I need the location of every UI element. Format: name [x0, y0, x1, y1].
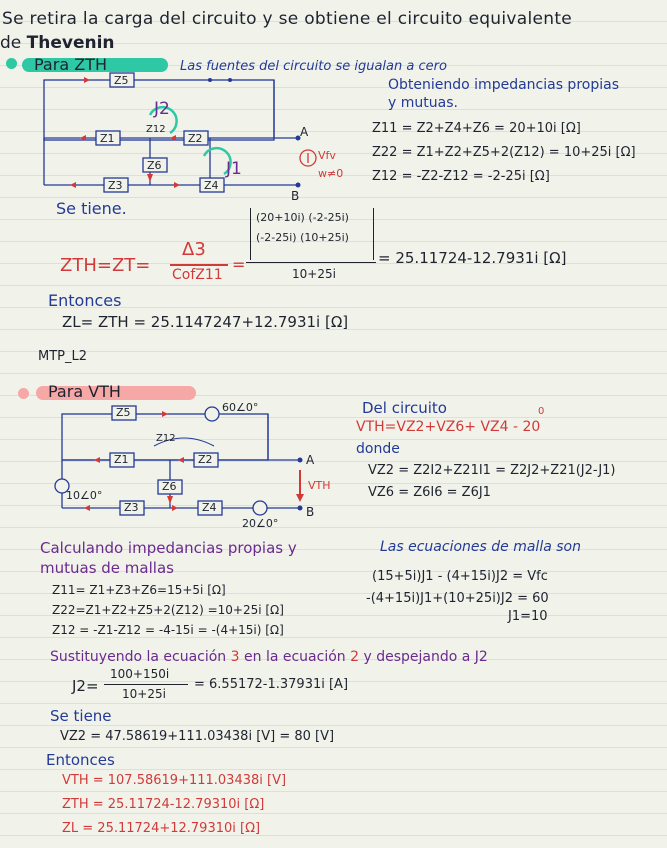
s2-calc-2: mutuas de mallas [40, 559, 174, 577]
c1-z6: Z6 [147, 159, 162, 172]
s2-vz2-eq: VZ2 = Z2I2+Z21I1 = Z2J2+Z21(J2-J1) [368, 463, 616, 478]
zth-result: = 25.11724-12.7931i [Ω] [378, 249, 567, 267]
c1-z2: Z2 [188, 132, 203, 145]
c2-z5: Z5 [116, 406, 131, 419]
j2-den: 10+25i [122, 687, 166, 701]
matrix-row1: (20+10i) (-2-25i) [256, 211, 349, 224]
s2-sust-2: en la ecuación [239, 649, 351, 665]
c1-b: B [291, 189, 300, 203]
zth-num: Δ3 [182, 239, 206, 260]
header-line1: Se retira la carga del circuito y se obtiene el circuito equivalente [2, 9, 573, 29]
s2-vz6-eq: VZ6 = Z6I6 = Z6J1 [368, 485, 491, 500]
c1-z3: Z3 [108, 179, 123, 192]
c2-src-bottom: 20∠0° [242, 517, 279, 530]
c1-j2: J2 [154, 99, 170, 119]
s2-mesh-title: Las ecuaciones de malla son [380, 539, 581, 555]
c2-z6: Z6 [162, 480, 177, 493]
j2-fraction-bar [104, 684, 188, 685]
s2-mesh3: J1=10 [508, 609, 548, 624]
c2-b: B [306, 505, 315, 519]
s2-vth-eq: VTH=VZ2+VZ6+ VZ4 - 20 [356, 419, 541, 435]
s2-sust-1: Sustituyendo la ecuación [50, 649, 231, 665]
s2-calc-1: Calculando impedancias propias y [40, 539, 297, 557]
s1-entonces: Entonces [48, 291, 122, 310]
s2-mesh1: (15+5i)J1 - (4+15i)J2 = Vfc [372, 569, 548, 584]
c1-z5: Z5 [114, 74, 129, 87]
c2-z1: Z1 [114, 453, 129, 466]
s2-sust-3: 3 [230, 649, 240, 665]
header-line2-prefix: de [0, 33, 27, 53]
c1-z1: Z1 [100, 132, 115, 145]
j2-res: = 6.55172-1.37931i [A] [194, 677, 349, 692]
s1-subtitle-2: y mutuas. [388, 95, 458, 111]
matrix-den: 10+25i [292, 267, 336, 281]
s2-sust-4: y despejando a J2 [359, 649, 488, 665]
mtp-label: MTP_L2 [38, 349, 88, 364]
s1-se-tiene: Se tiene. [56, 199, 127, 218]
c2-z12: Z12 [156, 433, 176, 444]
c2-a: A [306, 453, 315, 467]
c1-z4: Z4 [204, 179, 219, 192]
s2-entonces: Entonces [46, 751, 115, 769]
s2-ceq3: Z12 = -Z1-Z12 = -4-15i = -(4+15i) [Ω] [52, 623, 284, 637]
s2-se-tiene: Se tiene [50, 707, 112, 725]
section2-bullet [18, 388, 29, 399]
j2-num: 100+150i [110, 667, 170, 681]
matrix-fraction-bar [246, 262, 376, 263]
s2-ceq2: Z22=Z1+Z2+Z5+2(Z12) =10+25i [Ω] [52, 603, 284, 617]
zth-den: CofZ11 [172, 267, 223, 283]
c1-w: w≠0 [318, 167, 344, 180]
s2-del-circuito: Del circuito [362, 399, 447, 417]
c2-src-top: 60∠0° [222, 401, 259, 414]
s2-ceq1: Z11= Z1+Z3+Z6=15+5i [Ω] [52, 583, 226, 597]
s2-vz2-res: VZ2 = 47.58619+111.03438i [V] = 80 [V] [60, 729, 335, 744]
s2-donde: donde [356, 441, 400, 457]
section1-bullet [6, 58, 17, 69]
s2-mesh2: -(4+15i)J1+(10+25i)J2 = 60 [366, 591, 549, 606]
s1-eq2: Z22 = Z1+Z2+Z5+2(Z12) = 10+25i [Ω] [372, 145, 636, 160]
s1-eq1: Z11 = Z2+Z4+Z6 = 20+10i [Ω] [372, 121, 581, 136]
c2-z4: Z4 [202, 501, 217, 514]
s1-eq3: Z12 = -Z2-Z12 = -2-25i [Ω] [372, 169, 550, 184]
zl-eq: ZL= ZTH = 25.1147247+12.7931i [Ω] [62, 313, 349, 331]
s2-sust-n2: 2 [350, 649, 360, 665]
c1-vfv: Vfv [318, 149, 336, 162]
zth-eq-sign: = [232, 255, 246, 274]
c2-vth: VTH [308, 479, 331, 492]
final-vth: VTH = 107.58619+111.03438i [V] [62, 773, 287, 788]
c1-a: A [300, 125, 309, 139]
c1-j1: J1 [226, 159, 242, 179]
section1-title: Para ZTH [34, 55, 107, 74]
section2-title: Para VTH [48, 382, 121, 401]
matrix-row2: (-2-25i) (10+25i) [256, 231, 349, 244]
c1-z12: Z12 [146, 124, 166, 135]
c2-z3: Z3 [124, 501, 139, 514]
header-thevenin: Thevenin [26, 33, 115, 53]
s1-subtitle-1: Obteniendo impedancias propias [388, 77, 619, 93]
s2-sust [50, 650, 488, 665]
zth-fraction-bar [170, 264, 228, 266]
j2-lhs: J2= [72, 677, 99, 695]
s2-vth-zero: 0 [538, 406, 545, 417]
header-line2 [0, 34, 115, 53]
final-zl: ZL = 25.11724+12.79310i [Ω] [62, 821, 261, 836]
c2-src-left: 10∠0° [66, 489, 103, 502]
c2-z2: Z2 [198, 453, 213, 466]
section1-note: Las fuentes del circuito se igualan a cero [180, 59, 447, 74]
zth-lhs: ZTH=ZT= [60, 255, 151, 276]
final-zth: ZTH = 25.11724-12.79310i [Ω] [62, 797, 265, 812]
